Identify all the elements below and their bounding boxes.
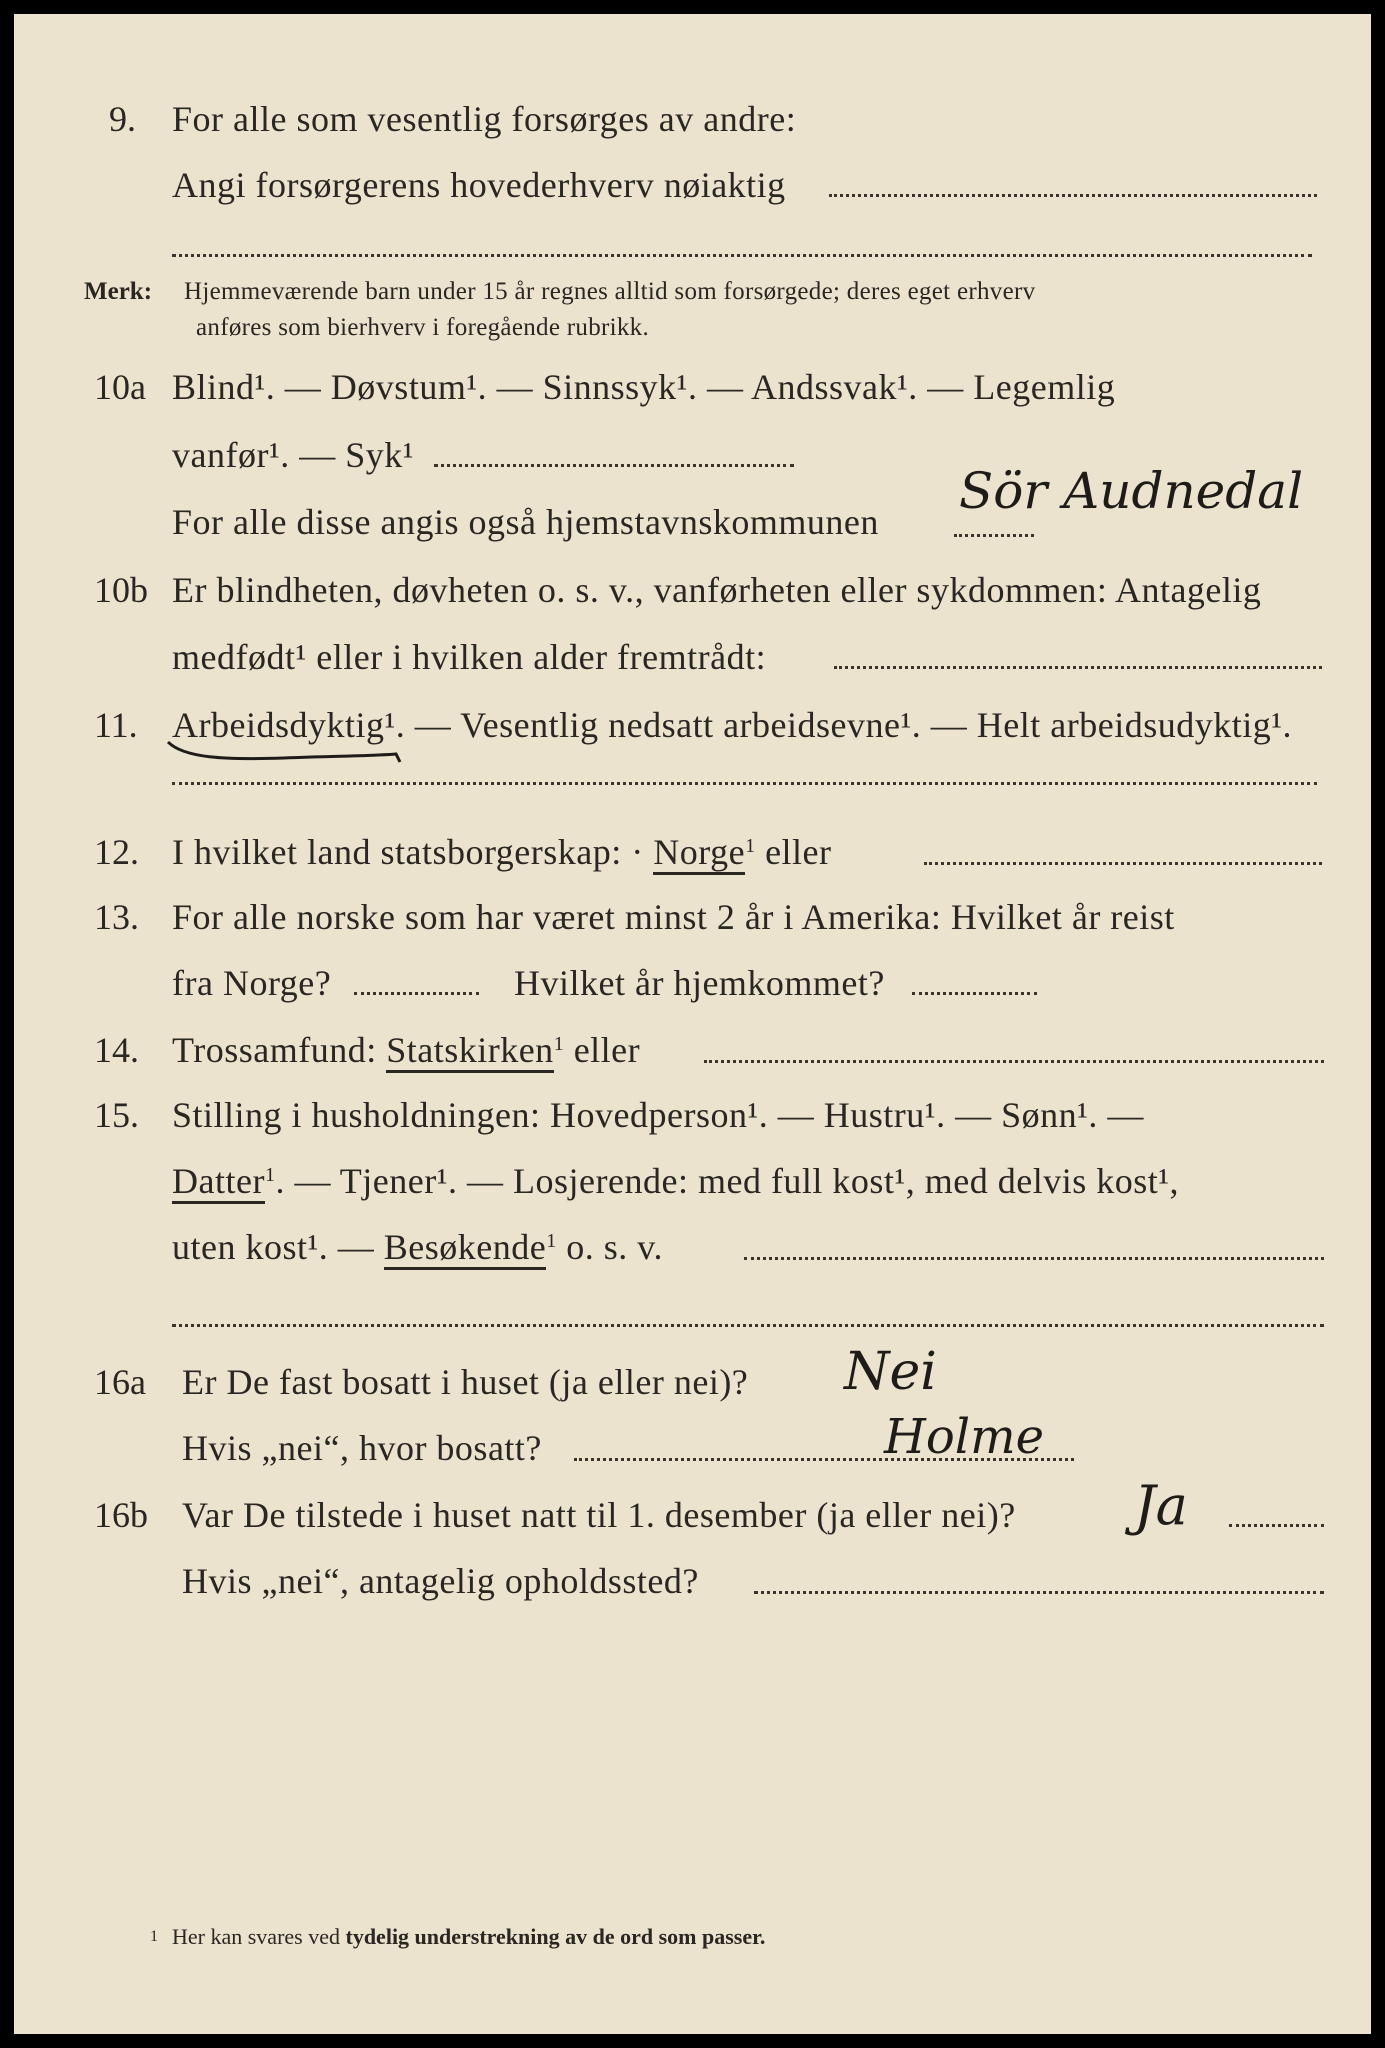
q15-number: 15. xyxy=(94,1095,139,1135)
q14-number: 14. xyxy=(94,1030,139,1070)
q16b-handwritten-answer: Ja xyxy=(1134,1474,1188,1537)
q10a-kommune-line xyxy=(954,534,1034,537)
q15-option-datter: Datter xyxy=(172,1161,265,1204)
footnote-text xyxy=(172,1924,765,1950)
q9-answer-line-2 xyxy=(172,254,1312,257)
merk-label: Merk: xyxy=(84,278,153,305)
q10a-number: 10a xyxy=(94,367,146,407)
footnote-text-a: Her kan svares ved xyxy=(172,1924,340,1949)
q10b-number: 10b xyxy=(94,570,148,610)
footnote-mark: 1 xyxy=(150,1928,158,1945)
q13-number: 13. xyxy=(94,897,139,937)
merk-line2: anføres som bierhverv i foregående rubrikk. xyxy=(196,314,650,341)
q15-line2: Datter$^1$. — Tjener¹. — Losjerende: med full kost¹, med delvis kost¹, xyxy=(172,1160,1179,1202)
q13-reist-line xyxy=(354,992,479,995)
q10a-answer-line xyxy=(434,464,794,467)
q12-option-norge: Norge xyxy=(653,832,745,875)
census-form-page xyxy=(14,14,1371,2034)
q10a-handwritten-kommune: Sör Audnedal xyxy=(959,462,1304,520)
q13-line1: For alle norske som har været minst 2 år i Amerika: Hvilket år reist xyxy=(172,897,1175,937)
q15-line3: uten kost¹. — Besøkende$^1$ o. s. v. xyxy=(172,1226,663,1268)
q16b-answer-tail-line xyxy=(1229,1524,1324,1527)
q9-answer-line xyxy=(829,194,1317,197)
q15-answer-line-2 xyxy=(172,1324,1324,1327)
q11-answer-line xyxy=(172,782,1317,785)
q14-after: eller xyxy=(573,1030,641,1070)
q14-text: Trossamfund: xyxy=(172,1030,377,1070)
q16b-answer-line xyxy=(754,1591,1324,1594)
q15-line2-rest: — Tjener¹. — Losjerende: med full kost¹, med delvis kost¹, xyxy=(294,1161,1180,1201)
q11-number: 11. xyxy=(94,705,138,745)
q11-underline-mark xyxy=(164,736,414,766)
q16a-handwritten-answer: Nei xyxy=(844,1342,937,1402)
q10b-answer-line xyxy=(834,666,1322,669)
merk-line1: Hjemmeværende barn under 15 år regnes alltid som forsørgede; deres eget erhverv xyxy=(184,278,1036,305)
q9-number: 9. xyxy=(109,99,136,139)
q12-text: I hvilket land statsborgerskap: xyxy=(172,832,622,872)
q15-line3b: o. s. v. xyxy=(566,1227,663,1267)
q11-rest: ¹. — Vesentlig nedsatt arbeidsevne¹. — Helt arbeidsudyktig¹. xyxy=(384,705,1293,745)
q9-line2: Angi forsørgerens hovederhverv nøiaktig xyxy=(172,165,786,205)
q10b-line1: Er blindheten, døvheten o. s. v., vanførheten eller sykdommen: Antagelig xyxy=(172,570,1262,610)
q13-hjemkommet-line xyxy=(912,992,1037,995)
q9-line1: For alle som vesentlig forsørges av andre: xyxy=(172,99,797,139)
q16a-line2: Hvis „nei“, hvor bosatt? xyxy=(182,1428,542,1468)
q12-line: I hvilket land statsborgerskap: · Norge$^1$ eller xyxy=(172,831,832,873)
q12-number: 12. xyxy=(94,832,139,872)
q12-after: eller xyxy=(765,832,832,872)
q10a-line1: Blind¹. — Døvstum¹. — Sinnssyk¹. — Andssvak¹. — Legemlig xyxy=(172,367,1116,407)
q14-answer-line xyxy=(704,1060,1324,1063)
q15-option-besokende: Besøkende xyxy=(384,1227,546,1270)
q16a-number: 16a xyxy=(94,1362,146,1402)
q16a-line1: Er De fast bosatt i huset (ja eller nei)? xyxy=(182,1362,749,1402)
footnote-text-b: tydelig understrekning av de ord som passer. xyxy=(345,1924,766,1949)
q16b-line2: Hvis „nei“, antagelig opholdssted? xyxy=(182,1561,699,1601)
q15-line3a: uten kost¹. — xyxy=(172,1227,375,1267)
q14-option-statskirken: Statskirken xyxy=(386,1030,553,1073)
q11-option-arbeidsdyktig: Arbeidsdyktig xyxy=(172,705,385,745)
q13-line2b: Hvilket år hjemkommet? xyxy=(514,963,885,1003)
q10b-line2: medfødt¹ eller i hvilken alder fremtrådt: xyxy=(172,637,767,677)
q16b-line1: Var De tilstede i huset natt til 1. desember (ja eller nei)? xyxy=(182,1495,1016,1535)
q16b-number: 16b xyxy=(94,1495,148,1535)
q14-line: Trossamfund: Statskirken$^1$ eller xyxy=(172,1029,640,1071)
q12-answer-line xyxy=(924,862,1322,865)
q15-answer-line xyxy=(744,1257,1324,1260)
q10a-line2: vanfør¹. — Syk¹ xyxy=(172,435,415,475)
q15-line1: Stilling i husholdningen: Hovedperson¹. — Hustru¹. — Sønn¹. — xyxy=(172,1095,1144,1135)
q10a-line3: For alle disse angis også hjemstavnskommunen xyxy=(172,502,879,542)
q16a-handwritten-bosatt: Holme xyxy=(884,1409,1045,1465)
q13-line2a: fra Norge? xyxy=(172,963,332,1003)
